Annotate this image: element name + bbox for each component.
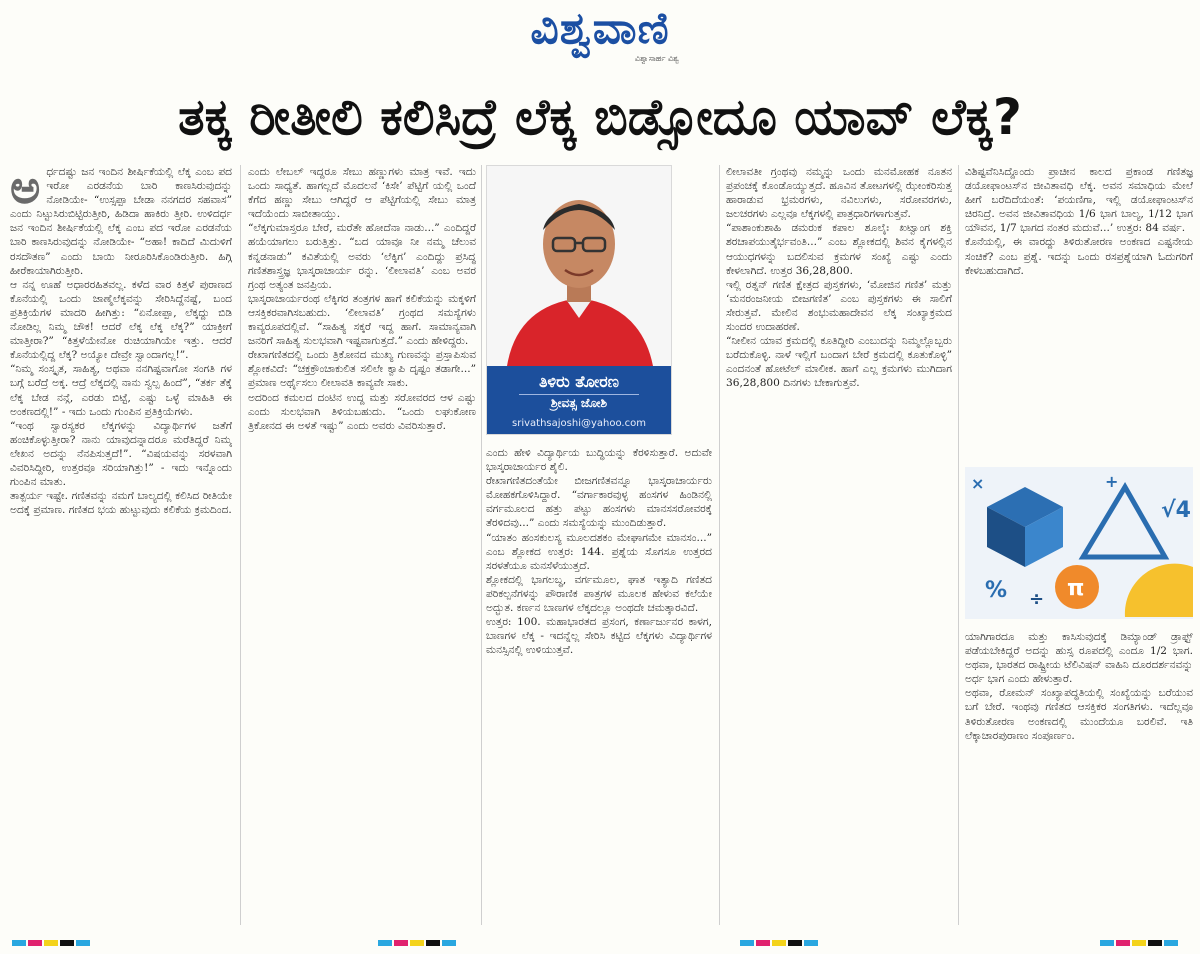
registration-marks-left xyxy=(12,940,92,946)
registration-swatch xyxy=(1116,940,1130,946)
column-divider xyxy=(240,165,241,925)
registration-swatch xyxy=(442,940,456,946)
math-symbols-image xyxy=(965,467,1193,619)
registration-marks-right xyxy=(1100,940,1180,946)
paragraph: ಆ ನನ್ನ ಊಹೆ ಅಧಾರರಹಿತವಲ್ಲ. ಕಳೆದ ವಾರ ಕಿತ್ತಳೆ ಪುರಾಣದ ಕೊನೆಯಲ್ಲಿ ಒಂದು ಜಾಣ್ಮೆಲೆಕ್ಕವನ್ನು ಸೇರಿಸಿದ್ದೆನಷ್ಟೆ, ಬಂದ ಪ್ರತಿಕ್ರಿಯೆಗಳ ಮಾದರಿ ಹೀಗಿತ್ತು: “ಏನೋಪ್ಪಾ, ಲೆಕ್ಕದ್ದು ಬಿಡಿ ನೋಡಿಲ್ಲ ನಿಮ್ಮ ಚೌಕ! ಆದರೆ ಲೆಕ್ಕ ಲೆಕ್ಕ ಲೆಕ್ಕ?” ಯಾಕ್ರೀಗೆ ಮಾತ್ತೀರಾ?” “ಕಿತ್ತಳೆಯೇನೋ ರುಚಿಯಾಗಿಯೇ ಇತ್ತು. ಆದರೆ ಕೊನೆಯಲ್ಲಿದ್ದ ಲೆಕ್ಕ? ಅಯ್ಯೋ ದೇವ್ರೇ ಸ್ವಾಂದಾಗಲ್ಲ!”. xyxy=(10,278,232,362)
column-name: ತಿಳಿರು ತೋರಣ xyxy=(538,372,620,391)
article-column-1 xyxy=(10,165,232,930)
registration-swatch xyxy=(410,940,424,946)
registration-swatch xyxy=(756,940,770,946)
paragraph: ಯಾಗಿಗಾರದೂ ಮತ್ತು ಕಾಸಿಸುವುದಕ್ಕೆ ಡಿಮ್ಯಾಂಡ್ ಡ್ರಾಫ್ಟ್ ಪಡೆಯಬೇಕಿದ್ದರೆ ಅದನ್ನು ಹುಸ್ಸ ರೂಪದಲ್ಲಿ ಎಂದೂ 1/2 ಭಾಗ. ಅಥವಾ, ಭಾರತದ ರಾಷ್ಟ್ರೀಯ ಟೆಲಿವಿಷನ್ ವಾಹಿನಿ ದೂರದರ್ಶನವನ್ನು ಅರ್ಧ ಭಾಗ ಎಂದು ಹೇಳುತ್ತಾರೆ. xyxy=(965,631,1193,686)
svg-text:×: × xyxy=(971,474,985,493)
paragraph: ವಿಶಿಷ್ಟವೆನಿಸಿದ್ದೊಂದು ಪ್ರಾಚೀನ ಕಾಲದ ಪ್ರಕಾಂಡ ಗಣಿತಜ್ಞ ಡಯೋಫಾಂಟಸ್‌ನ ಜೀವಿತಾವಧಿ ಲೆಕ್ಕ. ಅವನ ಸಮಾಧಿಯ ಮೇಲೆ ಹೀಗೆ ಬರೆದಿದೆಯಂತೆ: ‘ಪಯಣಿಗಾ, ಇಲ್ಲಿ ಡಯೋಫಾಂಟಸ್‌ನ ಚಿರನಿದ್ರೆ. ಅವನ ಜೀವಿತಾವಧಿಯ 1/6 ಭಾಗ ಬಾಲ್ಯ, 1/12 ಭಾಗ ಯೌವನ, 1/7 ಭಾಗದ ನಂತರ ಮದುವೆ...’ ಉತ್ತರ: 84 ವರ್ಷ. xyxy=(965,166,1193,235)
paragraph: “ನೀಲೀನ ಯಾವ ಕ್ರಮದಲ್ಲಿ ಕೂತಿದ್ದೀರಿ ಎಂಬುದನ್ನು ನಿಮ್ಮಲ್ಲೊಬ್ಬರು ಬರೆದುಕೊಳ್ಳಿ. ನಾಳೆ ಇಲ್ಲಿಗೆ ಬಂದಾಗ ಬೇರೆ ಕ್ರಮದಲ್ಲಿ ಕೂತುಕೊಳ್ಳಿ” ಎಂದನಂತೆ ಹೋಟೆಲ್ ಮಾಲೀಕ. ಹಾಗೆ ಎಲ್ಲ ಕ್ರಮಗಳು ಮುಗಿದಾಗ 36,28,800 ದಿನಗಳು ಬೇಕಾಗುತ್ತವೆ. xyxy=(726,335,952,390)
article-column-5-continued xyxy=(965,630,1193,930)
registration-swatch xyxy=(378,940,392,946)
author-name: ಶ್ರೀವತ್ಸ ಜೋಶಿ xyxy=(550,396,608,410)
article-column-5 xyxy=(965,165,1193,460)
article-headline: ತಕ್ಕ ರೀತೀಲಿ ಕಲಿಸಿದ್ರೆ ಲೆಕ್ಕ ಬಿಡ್ಸೋದೂ ಯಾವ್ ಲೆಕ್ಕ? xyxy=(178,88,1022,146)
column-divider xyxy=(958,165,959,925)
paragraph: “ಇಂಥ ಸ್ವಾರಸ್ಯಕರ ಲೆಕ್ಕಗಳನ್ನು ವಿದ್ಯಾರ್ಥಿಗಳ ಜತೆಗೆ ಹಂಚಿಕೊಳ್ಳುತ್ತೀರಾ? ನಾನು ಯಾವುದನ್ನಾದರೂ ಮರೆತಿದ್ದರೆ ನಿಮ್ಮ ಲೇಖನ ಅದನ್ನು ನೆನಪಿಸುತ್ತದೆ!”. “ವಿಷಯವನ್ನು ಸರಳವಾಗಿ ವಿವರಿಸಿದ್ದೀರಿ, ಉತ್ತರವೂ ಸರಿಯಾಗಿತ್ತು!” - ಇದು ಇನ್ನೊಂದು ಗುಂಪಿನ ಮಾತು. xyxy=(10,419,232,489)
article-column-4 xyxy=(726,165,952,930)
newspaper-logo[interactable] xyxy=(505,4,695,64)
columnist-box xyxy=(486,165,672,435)
svg-text:+: + xyxy=(1105,472,1119,491)
paragraph: ಅದರಿಂದ ಕಮಲದ ದಂಟಿನ ಉದ್ದ ಮತ್ತು ಸರೋವರದ ಆಳ ಎಷ್ಟು ಎಂದು ಸುಲಭವಾಗಿ ತಿಳಿಯಬಹುದು. “ಒಂದು ಲಘುಕೋಣ ತ್ರಿಕೋನದ ಈ ಅಳತೆ ಇಷ್ಟು” ಎಂದು ಅವರು ವಿವರಿಸುತ್ತಾರೆ. xyxy=(248,391,476,432)
svg-text:√4: √4 xyxy=(1161,498,1191,523)
paragraph: “ಯಾತಂ ಹಂಸಕುಲಸ್ಯ ಮೂಲದಶಕಂ ಮೇಘಾಗಮೇ ಮಾನಸಂ...” ಎಂಬ ಶ್ಲೋಕದ ಉತ್ತರ: 144. ಪ್ರಶ್ನೆಯ ಸೊಗಸೂ ಉತ್ತರದ ಸರಳತೆಯೂ ಮನಸೆಳೆಯುತ್ತದೆ. xyxy=(486,531,712,572)
paragraph: “ಪಾಶಾಂಕುಶಾಹಿ ಡಮರುಕ ಕಪಾಲ ಶೂಲೈಃ ಖಟ್ವಾಂಗ ಶಕ್ತಿ ಶರಚಾಪಯುತೈರ್ಭವಂತಿ...” ಎಂಬ ಶ್ಲೋಕದಲ್ಲಿ ಶಿವನ ಕೈಗಳಲ್ಲಿನ ಆಯುಧಗಳನ್ನು ಬದಲಿಸುವ ಕ್ರಮಗಳ ಸಂಖ್ಯೆ ಎಷ್ಟು ಎಂದು ಕೇಳಲಾಗಿದೆ. ಉತ್ತರ 36,28,800. xyxy=(726,222,952,277)
paragraph: ಭಾಸ್ಕರಾಚಾರ್ಯರಂಥ ಲೆಕ್ಕಿಗರ ತಂತ್ರಗಳ ಹಾಗೆ ಕಲಿಕೆಯನ್ನು ಮಕ್ಕಳಿಗೆ ಆಸಕ್ತಿಕರವಾಗಿಸಬಹುದು. ‘ಲೀಲಾವತಿ’ ಗ್ರಂಥದ ಸಮಸ್ಯೆಗಳು ಕಾವ್ಯರೂಪದಲ್ಲಿವೆ. “ಸಾಹಿತ್ಯ ಸಕ್ಕರೆ ಇದ್ದ ಹಾಗೆ. ಸಾಮಾನ್ಯವಾಗಿ ಜನರಿಗೆ ಸಾಹಿತ್ಯ ಸುಲಭವಾಗಿ ಇಷ್ಟವಾಗುತ್ತದೆ.” ಎಂದು ಹೇಳಿದ್ದರು. xyxy=(248,292,476,348)
paragraph: ಶ್ಲೋಕದಲ್ಲಿ ಭಾಗಲಬ್ಧ, ವರ್ಗಮೂಲ, ಘಾತ ಇತ್ಯಾದಿ ಗಣಿತದ ಪರಿಕಲ್ಪನೆಗಳನ್ನು ಪೌರಾಣಿಕ ಪಾತ್ರಗಳ ಮೂಲಕ ಹೇಳುವ ಕಲೆಯೇ ಅದ್ಭುತ. ಕರ್ಣನ ಬಾಣಗಳ ಲೆಕ್ಕದಲ್ಲೂ ಅಂಥದೇ ಚಮತ್ಕಾರವಿದೆ. xyxy=(486,573,712,615)
registration-swatch xyxy=(804,940,818,946)
article-column-3 xyxy=(486,446,712,931)
paragraph: ರೇಖಾಗಣಿತದಂತೆಯೇ ಬೀಜಗಣಿತವನ್ನೂ ಭಾಸ್ಕರಾಚಾರ್ಯರು ಮೋಹಕಗೊಳಿಸಿದ್ದಾರೆ. “ವರ್ಗಾಕಾರವುಳ್ಳ ಹಂಸಗಳ ಹಿಂಡಿನಲ್ಲಿ ವರ್ಗಮೂಲದ ಹತ್ತು ಪಟ್ಟು ಹಂಸಗಳು ಮಾನಸಸರೋವರಕ್ಕೆ ತೆರಳಿದವು...” ಎಂದು ಸಮಸ್ಯೆಯನ್ನು ಮುಂದಿಡುತ್ತಾರೆ. xyxy=(486,475,712,530)
paragraph: ಎಂದು ಹೇಳಿ ವಿದ್ಯಾರ್ಥಿಯ ಬುದ್ಧಿಯನ್ನು ಕೆರಳಿಸುತ್ತಾರೆ. ಅದುವೇ ಭಾಸ್ಕರಾಚಾರ್ಯರ ಶೈಲಿ. xyxy=(486,447,712,474)
registration-swatch xyxy=(772,940,786,946)
logo-tagline: ವಿಶ್ವಾಸಾರ್ಹ ವಿಶ್ವ xyxy=(634,54,679,63)
paragraph: “ನಿಮ್ಮ ಸಂಸ್ಕೃತ, ಸಾಹಿತ್ಯ, ಅಥವಾ ನನಗಿಷ್ಟವಾಗೋ ಸಂಗತಿ ಗಳ ಬಗ್ಗೆ ಬರೆದ್ರೆ ಅಕ್ಕ. ಆದ್ರೆ ಲೆಕ್ಕದಲ್ಲಿ ನಾನು ಸ್ವಲ್ಪ ಹಿಂದೆ”, “ತರ್ಕ ತೆಕ್ಕೆ ಲೆಕ್ಕ ಬೇಡ ನನ್ಗೆ, ಎರಡು ಬಿಟ್ಟೆ, ಎಷ್ಟು ಒಳ್ಳೆ ಮಾಹಿತಿ ಈ ಅಂಕಣದಲ್ಲಿ!” - ಇದು ಒಂದು ಗುಂಪಿನ ಪ್ರತಿಕ್ರಿಯೆಗಳು. xyxy=(10,363,232,418)
registration-swatch xyxy=(426,940,440,946)
column-divider xyxy=(481,165,482,925)
portrait-illustration xyxy=(487,166,671,366)
paragraph: ಲೀಲಾವತೀ ಗ್ರಂಥವು ನಮ್ಮನ್ನು ಒಂದು ಮನಮೋಹಕ ನೂತನ ಪ್ರಪಂಚಕ್ಕೆ ಕೊಂಡೊಯ್ಯುತ್ತದೆ. ಹೂವಿನ ತೋಟಗಳಲ್ಲಿ ಝೇಂಕರಿಸುತ್ತ ಹಾರಾಡುವ ಭ್ರಮರಗಳು, ನವಿಲುಗಳು, ಸರೋವರಗಳು, ಜಲಚರಗಳು ಎಲ್ಲವೂ ಲೆಕ್ಕಗಳಲ್ಲಿ ಪಾತ್ರಧಾರಿಗಳಾಗುತ್ತವೆ. xyxy=(726,166,952,221)
drop-cap: ಅ xyxy=(10,165,41,214)
svg-text:%: % xyxy=(985,578,1008,603)
columnist-portrait xyxy=(487,166,671,366)
paragraph: ತಾತ್ಪರ್ಯ ಇಷ್ಟೇ. ಗಣಿತವನ್ನು ನಮಗೆ ಬಾಲ್ಯದಲ್ಲಿ ಕಲಿಸಿದ ರೀತಿಯೇ ಅದಕ್ಕೆ ಪ್ರಮಾಣ. ಗಣಿತದ ಭಯ ಹುಟ್ಟುವುದು ಕಲಿಕೆಯ ಕ್ರಮದಿಂದ. xyxy=(10,490,232,517)
paragraph: ಅಥವಾ, ರೋಮನ್ ಸಂಖ್ಯಾಪದ್ಧತಿಯಲ್ಲಿ ಸಂಖ್ಯೆಯನ್ನು ಬರೆಯುವ ಬಗೆ ಬೇರೆ. ಇಂಥವು ಗಣಿತದ ಆಸಕ್ತಿಕರ ಸಂಗತಿಗಳು. ಇದೆಲ್ಲವೂ ತಿಳಿರುತೋರಣ ಅಂಕಣದಲ್ಲಿ ಮುಂದೆಯೂ ಬರಲಿವೆ. ಇತಿ ಲೆಕ್ಕಾಚಾರಪುರಾಣಂ ಸಂಪೂರ್ಣಂ. xyxy=(965,687,1193,742)
svg-text:÷: ÷ xyxy=(1029,589,1045,610)
registration-marks-center-right xyxy=(740,940,820,946)
paragraph: “ಲೆಕ್ಕಗುಮಾಸ್ತರೂ ಬೇರೆ, ಮರೆತೇ ಹೋದೆನಾ ನಾಡು...” ಎಂದಿದ್ದರೆ ಹಯೆಯಾಗಲು ಬರುತ್ತಿತ್ತು. “ಬದ ಯಾವೂ ನೀ ನಮ್ಮ ಚೆಲುವ ಕನ್ನಡನಾಡು” ಕವಿತೆಯಲ್ಲಿ ಅವರು ‘ಲೆಕ್ಕಿಗ’ ಎಂದಿದ್ದು ಪ್ರಸಿದ್ಧ ಗಣಿತಶಾಸ್ತ್ರಜ್ಞ ಭಾಸ್ಕರಾಚಾರ್ಯ ರನ್ನು. ‘ಲೀಲಾವತಿ’ ಎಂಬ ಅವರ ಗ್ರಂಥ ಅತ್ಯಂತ ಜನಪ್ರಿಯ. xyxy=(248,222,476,291)
registration-swatch xyxy=(1100,940,1114,946)
registration-swatch xyxy=(1164,940,1178,946)
registration-swatch xyxy=(12,940,26,946)
author-email-link[interactable]: srivathsajoshi@yahoo.com xyxy=(512,418,646,429)
article-column-2 xyxy=(248,165,476,930)
paragraph: ಉತ್ತರ: 100. ಮಹಾಭಾರತದ ಪ್ರಸಂಗ, ಕರ್ಣಾರ್ಜುನರ ಕಾಳಗ, ಬಾಣಗಳ ಲೆಕ್ಕ - ಇದನ್ನೆಲ್ಲ ಸೇರಿಸಿ ಕಟ್ಟಿದ ಲೆಕ್ಕಗಳು ವಿದ್ಯಾರ್ಥಿಗಳ ಮನಸ್ಸಿನಲ್ಲಿ ಉಳಿಯುತ್ತವೆ. xyxy=(486,616,712,657)
paragraph: ಇಲ್ಲಿ ರತ್ನನ್ ಗಣಿತ ಕ್ಷೇತ್ರದ ಪುಸ್ತಕಗಳು, ‘ಮೋಜಿನ ಗಣಿತ’ ಮತ್ತು ‘ಮನರಂಜನೀಯ ಬೀಜಗಣಿತ’ ಎಂಬ ಪುಸ್ತಕಗಳು ಈ ಸಾಲಿಗೆ ಸೇರುತ್ತವೆ. ಮೇಲಿನ ಶಂಭುಮಹಾದೇವನ ಲೆಕ್ಕ ಸಂಖ್ಯಾಕ್ರಮದ ಸುಂದರ ಉದಾಹರಣೆ. xyxy=(726,278,952,334)
registration-swatch xyxy=(76,940,90,946)
registration-swatch xyxy=(394,940,408,946)
svg-text:π: π xyxy=(1067,576,1085,601)
masthead xyxy=(0,0,1200,78)
paragraph: ರೇಖಾಗಣಿತದಲ್ಲಿ ಒಂದು ತ್ರಿಕೋನದ ಮುಖ್ಯ ಗುಣವನ್ನು ಪ್ರಸ್ತಾಪಿಸುವ ಶ್ಲೋಕವಿದೆ: “ಚಕ್ರಕ್ರೌಂಚಾಕುಲಿತ ಸಲಿಲೇ ಕ್ವಾಪಿ ದೃಷ್ಟಂ ತಡಾಗೇ...” ಪ್ರಮಾಣ ಅರ್ಥೈಸಲು ಲೀಲಾವತಿ ಕಾವ್ಯವೇ ಸಾಕು. xyxy=(248,349,476,390)
registration-swatch xyxy=(28,940,42,946)
registration-swatch xyxy=(1148,940,1162,946)
column-divider xyxy=(719,165,720,925)
registration-swatch xyxy=(44,940,58,946)
registration-swatch xyxy=(740,940,754,946)
registration-swatch xyxy=(60,940,74,946)
paragraph: ರ್ಧದಷ್ಟು ಜನ ಇಂದಿನ ಶೀರ್ಷಿಕೆಯಲ್ಲಿ ಲೆಕ್ಕ ಎಂಬ ಪದ ಇರೋ ಎರಡನೆಯ ಬಾರಿ ಕಾಣಸಿರುವುದನ್ನು ನೋಡಿಯೇ- “ಉಸ್ಸಪ್ಪಾ ಬೇಡಾ ನನಗದರ ಸಹವಾಸ” ಎಂದು ನಿಟ್ಟುಸಿರುಬಿಟ್ಟಿರುತ್ತೀರಿ, ಹಿಡಿದಾ ಹಾಕಿರು ತ್ತೀರಿ. ಉಳಿದರ್ಧ ಜನ ಇಂದಿನ ಶೀರ್ಷಿಕೆಯಲ್ಲಿ ಲೆಕ್ಕ ಎಂಬ ಪದ ಇರೋ ಎರಡನೆಯ ಬಾರಿ ಕಾಣಸಿರುವುದನ್ನು ನೋಡಿಯೇ- “ಅಹಾ! ಕಾದಿದೆ ಮಿದುಳಿಗೆ ರಸದೌತಣ” ಎಂದು ಬಾಯಿ ನೀರೂರಿಸಿಕೊಂಡಿರುತ್ತೀರಿ. ಹಿಗ್ಗಿ ಹೀರೆಕಾಯಾಗಿರುತ್ತೀರಿ. xyxy=(10,166,232,277)
columnist-nameband xyxy=(487,366,671,434)
math-illustration xyxy=(965,467,1193,619)
paragraph: ಕೊನೆಯಲ್ಲಿ, ಈ ವಾರದ್ದು ತಿಳಿರುತೋರಣ ಅಂಕಣದ ಎಷ್ಟನೇಯ ಸಂಚಿಕೆ? ಎಂಬ ಪ್ರಶ್ನೆ. ಇದನ್ನು ಒಂದು ರಸಪ್ರಶ್ನೆಯಾಗಿ ಓದುಗರಿಗೆ ಕೇಳಬಹುದಾಗಿದೆ. xyxy=(965,236,1193,277)
logo-text: ವಿಶ್ವವಾಣಿ xyxy=(530,3,670,54)
registration-swatch xyxy=(1132,940,1146,946)
registration-swatch xyxy=(788,940,802,946)
paragraph: ಎಂದು ಲೇಬಲ್ ಇದ್ದರೂ ಸೇಬು ಹಣ್ಣುಗಳು ಮಾತ್ರ ಇವೆ. ಇದು ಒಂದು ಸಾಧ್ಯತೆ. ಹಾಗಲ್ಲದೆ ಮೊದಲನೆ ‘ಕಿಸೇ’ ಪೆಟ್ಟಿಗೆ ಯಲ್ಲಿ ಒಂದೆ ಕೆಗೆದ ಹಣ್ಣು ಸೇಬು ಆಗಿದ್ದರೆ ಆ ಪೆಟ್ಟಿಗೆಯಲ್ಲಿ ಸೇಬು ಮಾತ್ರ ಇದೆಯೆಂದು ಸಾಬೀತಾಯ್ತು. xyxy=(248,166,476,221)
registration-marks-center-left xyxy=(378,940,458,946)
